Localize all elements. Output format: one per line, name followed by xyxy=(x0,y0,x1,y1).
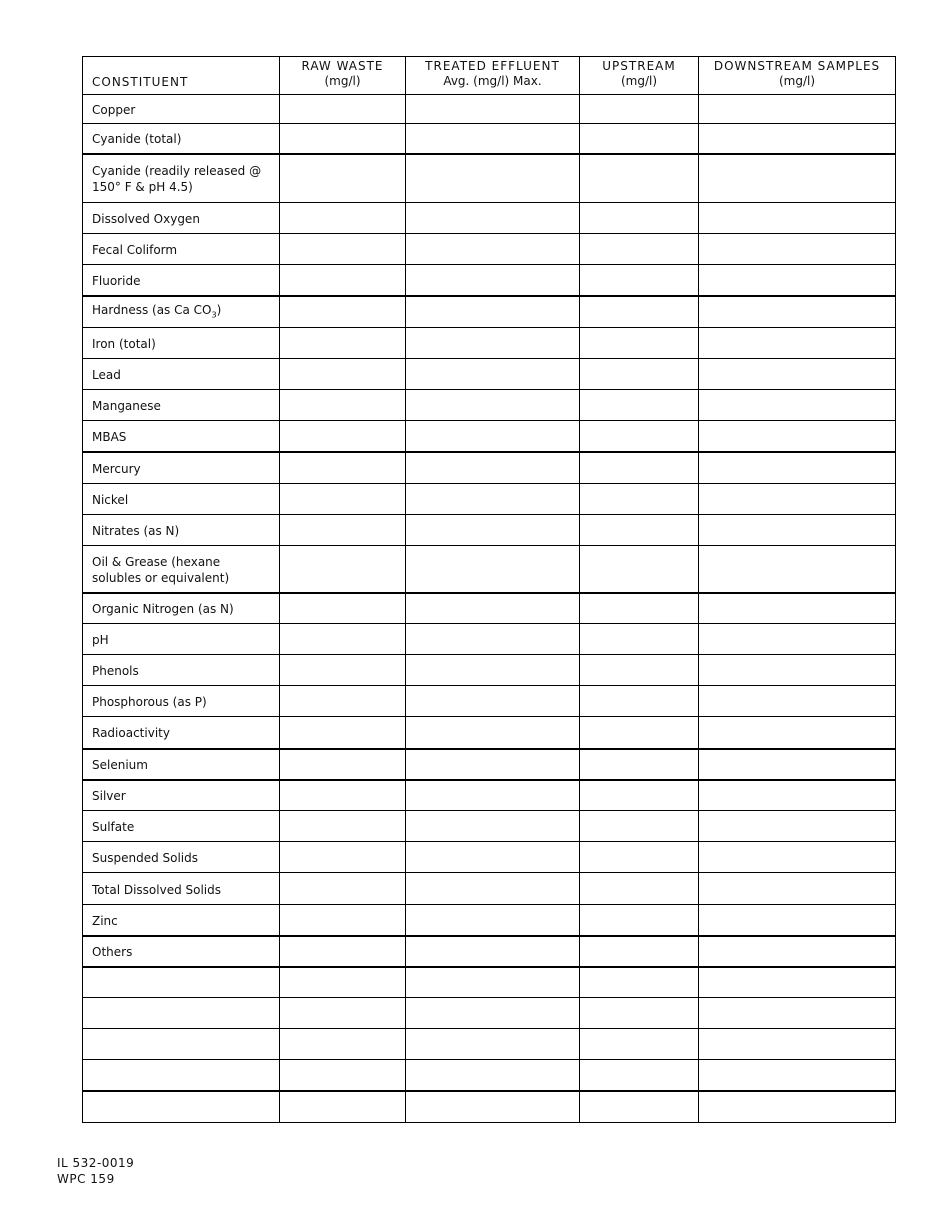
constituent-text: Nickel xyxy=(92,493,129,507)
downstream-cell[interactable] xyxy=(699,624,896,655)
raw-waste-cell[interactable] xyxy=(280,234,406,265)
treated-effluent-cell[interactable] xyxy=(406,905,580,936)
downstream-cell[interactable] xyxy=(699,515,896,546)
upstream-cell[interactable] xyxy=(580,203,699,234)
raw-waste-cell[interactable] xyxy=(280,717,406,749)
upstream-cell[interactable] xyxy=(580,328,699,359)
table-row xyxy=(83,717,896,749)
raw-waste-cell[interactable] xyxy=(280,484,406,515)
downstream-cell[interactable] xyxy=(699,967,896,998)
raw-waste-cell[interactable] xyxy=(280,390,406,421)
table-row xyxy=(83,546,896,593)
constituent-label xyxy=(83,1029,280,1060)
table-row xyxy=(83,154,896,203)
raw-waste-cell[interactable] xyxy=(280,1029,406,1060)
upstream-cell[interactable] xyxy=(580,296,699,328)
raw-waste-cell[interactable] xyxy=(280,936,406,967)
constituent-label xyxy=(83,203,280,234)
constituent-text: Silver xyxy=(92,789,126,804)
header-title: DOWNSTREAM SAMPLES xyxy=(713,59,881,73)
treated-effluent-cell[interactable] xyxy=(406,873,580,905)
raw-waste-cell[interactable] xyxy=(280,95,406,124)
table-row xyxy=(83,1060,896,1091)
form-footer xyxy=(57,1155,134,1187)
header-treated-effluent xyxy=(406,57,580,95)
header-unit: (mg/l) xyxy=(620,74,658,88)
constituent-label xyxy=(83,1091,280,1123)
constituent-text: Selenium xyxy=(92,758,148,772)
upstream-cell[interactable] xyxy=(580,265,699,296)
constituent-label xyxy=(83,686,280,717)
upstream-cell[interactable] xyxy=(580,234,699,265)
constituent-label xyxy=(83,811,280,842)
constituent-text: Copper xyxy=(92,103,136,117)
raw-waste-cell[interactable] xyxy=(280,515,406,546)
treated-effluent-cell[interactable] xyxy=(406,967,580,998)
treated-effluent-cell[interactable] xyxy=(406,593,580,624)
raw-waste-cell[interactable] xyxy=(280,1091,406,1123)
header-downstream xyxy=(699,57,896,95)
downstream-cell[interactable] xyxy=(699,484,896,515)
downstream-cell[interactable] xyxy=(699,390,896,421)
treated-effluent-cell[interactable] xyxy=(406,749,580,780)
raw-waste-cell[interactable] xyxy=(280,265,406,296)
header-constituent: CONSTITUENT xyxy=(83,57,280,95)
raw-waste-cell[interactable] xyxy=(280,452,406,484)
constituent-label xyxy=(83,95,280,124)
downstream-cell[interactable] xyxy=(699,359,896,390)
constituent-label xyxy=(83,624,280,655)
downstream-cell[interactable] xyxy=(699,452,896,484)
upstream-cell[interactable] xyxy=(580,593,699,624)
treated-effluent-cell[interactable] xyxy=(406,452,580,484)
downstream-cell[interactable] xyxy=(699,873,896,905)
treated-effluent-cell[interactable] xyxy=(406,484,580,515)
constituent-text: Oil & Grease (hexane solubles or equivalent) xyxy=(92,554,230,585)
table-row xyxy=(83,296,896,328)
upstream-cell[interactable] xyxy=(580,998,699,1029)
treated-effluent-cell[interactable] xyxy=(406,328,580,359)
constituent-label xyxy=(83,936,280,967)
table-row xyxy=(83,421,896,452)
raw-waste-cell[interactable] xyxy=(280,686,406,717)
header-row xyxy=(83,57,896,95)
treated-effluent-cell[interactable] xyxy=(406,1091,580,1123)
constituent-label xyxy=(83,749,280,780)
constituent-label xyxy=(83,452,280,484)
raw-waste-cell[interactable] xyxy=(280,1060,406,1091)
header-unit: Avg. (mg/l) Max. xyxy=(443,74,542,88)
constituent-text: MBAS xyxy=(92,429,127,444)
table-row xyxy=(83,265,896,296)
constituent-label xyxy=(83,124,280,154)
constituent-label xyxy=(83,967,280,998)
downstream-cell[interactable] xyxy=(699,154,896,203)
constituent-label xyxy=(83,546,280,593)
treated-effluent-cell[interactable] xyxy=(406,780,580,811)
subscript: 3 xyxy=(211,310,217,320)
table-row xyxy=(83,359,896,390)
raw-waste-cell[interactable] xyxy=(280,905,406,936)
raw-waste-cell[interactable] xyxy=(280,749,406,780)
table-row xyxy=(83,873,896,905)
treated-effluent-cell[interactable] xyxy=(406,1029,580,1060)
constituent-text: Iron (total) xyxy=(92,337,156,351)
raw-waste-cell[interactable] xyxy=(280,842,406,873)
downstream-cell[interactable] xyxy=(699,936,896,967)
constituent-label xyxy=(83,296,280,328)
table-row xyxy=(83,234,896,265)
constituent-text: Suspended Solids xyxy=(92,851,199,865)
constituent-label xyxy=(83,390,280,421)
raw-waste-cell[interactable] xyxy=(280,655,406,686)
raw-waste-cell[interactable] xyxy=(280,780,406,811)
constituent-text: Dissolved Oxygen xyxy=(92,212,200,226)
upstream-cell[interactable] xyxy=(580,873,699,905)
upstream-cell[interactable] xyxy=(580,780,699,811)
upstream-cell[interactable] xyxy=(580,936,699,967)
upstream-cell[interactable] xyxy=(580,95,699,124)
table-row xyxy=(83,842,896,873)
header-unit: (mg/l) xyxy=(324,74,361,88)
treated-effluent-cell[interactable] xyxy=(406,296,580,328)
constituent-label xyxy=(83,154,280,203)
raw-waste-cell[interactable] xyxy=(280,811,406,842)
header-title: TREATED EFFLUENT xyxy=(425,59,560,73)
treated-effluent-cell[interactable] xyxy=(406,390,580,421)
constituent-label xyxy=(83,515,280,546)
raw-waste-cell[interactable] xyxy=(280,359,406,390)
constituent-text: pH xyxy=(92,633,109,647)
treated-effluent-cell[interactable] xyxy=(406,717,580,749)
raw-waste-cell[interactable] xyxy=(280,998,406,1029)
upstream-cell[interactable] xyxy=(580,154,699,203)
raw-waste-cell[interactable] xyxy=(280,124,406,154)
upstream-cell[interactable] xyxy=(580,515,699,546)
upstream-cell[interactable] xyxy=(580,359,699,390)
downstream-cell[interactable] xyxy=(699,998,896,1029)
upstream-cell[interactable] xyxy=(580,624,699,655)
constituent-label xyxy=(83,998,280,1029)
upstream-cell[interactable] xyxy=(580,1060,699,1091)
constituent-text: Organic Nitrogen (as N) xyxy=(92,602,234,617)
treated-effluent-cell[interactable] xyxy=(406,546,580,593)
table-row xyxy=(83,749,896,780)
downstream-cell[interactable] xyxy=(699,811,896,842)
downstream-cell[interactable] xyxy=(699,296,896,328)
downstream-cell[interactable] xyxy=(699,686,896,717)
upstream-cell[interactable] xyxy=(580,452,699,484)
constituent-label xyxy=(83,265,280,296)
table-row xyxy=(83,936,896,967)
header-title: UPSTREAM xyxy=(602,59,676,73)
constituent-text: Others xyxy=(92,945,133,959)
raw-waste-cell[interactable] xyxy=(280,546,406,593)
upstream-cell[interactable] xyxy=(580,390,699,421)
downstream-cell[interactable] xyxy=(699,421,896,452)
downstream-cell[interactable] xyxy=(699,905,896,936)
treated-effluent-cell[interactable] xyxy=(406,686,580,717)
upstream-cell[interactable] xyxy=(580,655,699,686)
treated-effluent-cell[interactable] xyxy=(406,234,580,265)
downstream-cell[interactable] xyxy=(699,1091,896,1123)
treated-effluent-cell[interactable] xyxy=(406,842,580,873)
constituent-text: Radioactivity xyxy=(92,726,170,741)
wpc-number: WPC 159 xyxy=(57,1172,115,1186)
upstream-cell[interactable] xyxy=(580,421,699,452)
constituent-table xyxy=(82,56,896,1123)
constituent-text: Sulfate xyxy=(92,820,135,834)
constituent-text: Phenols xyxy=(92,664,139,678)
upstream-cell[interactable] xyxy=(580,1029,699,1060)
label-suffix: ) xyxy=(216,303,222,318)
constituent-text: Total Dissolved Solids xyxy=(92,882,222,897)
upstream-cell[interactable] xyxy=(580,749,699,780)
downstream-cell[interactable] xyxy=(699,265,896,296)
downstream-cell[interactable] xyxy=(699,717,896,749)
treated-effluent-cell[interactable] xyxy=(406,655,580,686)
constituent-label xyxy=(83,873,280,905)
table-row xyxy=(83,686,896,717)
constituent-label xyxy=(83,655,280,686)
upstream-cell[interactable] xyxy=(580,546,699,593)
constituent-text: Lead xyxy=(92,368,121,382)
table-row xyxy=(83,452,896,484)
treated-effluent-cell[interactable] xyxy=(406,359,580,390)
upstream-cell[interactable] xyxy=(580,811,699,842)
raw-waste-cell[interactable] xyxy=(280,203,406,234)
raw-waste-cell[interactable] xyxy=(280,873,406,905)
raw-waste-cell[interactable] xyxy=(280,154,406,203)
header-raw-waste xyxy=(280,57,406,95)
table-row xyxy=(83,967,896,998)
downstream-cell[interactable] xyxy=(699,328,896,359)
constituent-label xyxy=(83,359,280,390)
treated-effluent-cell[interactable] xyxy=(406,154,580,203)
treated-effluent-cell[interactable] xyxy=(406,936,580,967)
treated-effluent-cell[interactable] xyxy=(406,624,580,655)
upstream-cell[interactable] xyxy=(580,686,699,717)
constituent-label xyxy=(83,717,280,749)
upstream-cell[interactable] xyxy=(580,1091,699,1123)
raw-waste-cell[interactable] xyxy=(280,328,406,359)
downstream-cell[interactable] xyxy=(699,1060,896,1091)
table-row xyxy=(83,998,896,1029)
upstream-cell[interactable] xyxy=(580,842,699,873)
raw-waste-cell[interactable] xyxy=(280,421,406,452)
table-row xyxy=(83,484,896,515)
constituent-text: Nitrates (as N) xyxy=(92,524,180,538)
downstream-cell[interactable] xyxy=(699,1029,896,1060)
downstream-cell[interactable] xyxy=(699,124,896,154)
treated-effluent-cell[interactable] xyxy=(406,421,580,452)
treated-effluent-cell[interactable] xyxy=(406,95,580,124)
downstream-cell[interactable] xyxy=(699,546,896,593)
constituent-text: Fluoride xyxy=(92,273,141,288)
constituent-label xyxy=(83,421,280,452)
constituent-text: Manganese xyxy=(92,399,161,413)
constituent-text: Zinc xyxy=(92,913,118,928)
downstream-cell[interactable] xyxy=(699,593,896,624)
downstream-cell[interactable] xyxy=(699,842,896,873)
constituent-text: Hardness (as Ca CO xyxy=(92,303,212,318)
constituent-label xyxy=(83,842,280,873)
form-number: IL 532-0019 xyxy=(57,1156,135,1170)
upstream-cell[interactable] xyxy=(580,967,699,998)
treated-effluent-cell[interactable] xyxy=(406,124,580,154)
table-row xyxy=(83,655,896,686)
treated-effluent-cell[interactable] xyxy=(406,515,580,546)
constituent-text: Cyanide (total) xyxy=(92,132,182,147)
upstream-cell[interactable] xyxy=(580,717,699,749)
downstream-cell[interactable] xyxy=(699,780,896,811)
header-unit: (mg/l) xyxy=(778,74,816,88)
constituent-label xyxy=(83,484,280,515)
constituent-label xyxy=(83,234,280,265)
table-row xyxy=(83,203,896,234)
table-row xyxy=(83,593,896,624)
constituent-label xyxy=(83,328,280,359)
raw-waste-cell[interactable] xyxy=(280,296,406,328)
table-row xyxy=(83,95,896,124)
raw-waste-cell[interactable] xyxy=(280,967,406,998)
table-row xyxy=(83,390,896,421)
table-row xyxy=(83,811,896,842)
constituent-text: Phosphorous (as P) xyxy=(92,695,207,709)
constituent-text: Fecal Coliform xyxy=(92,243,178,257)
table-row xyxy=(83,328,896,359)
constituent-label xyxy=(83,1060,280,1091)
downstream-cell[interactable] xyxy=(699,749,896,780)
table-row xyxy=(83,780,896,811)
downstream-cell[interactable] xyxy=(699,655,896,686)
upstream-cell[interactable] xyxy=(580,124,699,154)
treated-effluent-cell[interactable] xyxy=(406,1060,580,1091)
downstream-cell[interactable] xyxy=(699,203,896,234)
table-row xyxy=(83,1091,896,1123)
treated-effluent-cell[interactable] xyxy=(406,203,580,234)
treated-effluent-cell[interactable] xyxy=(406,265,580,296)
table-row xyxy=(83,124,896,154)
treated-effluent-cell[interactable] xyxy=(406,811,580,842)
constituent-label xyxy=(83,905,280,936)
downstream-cell[interactable] xyxy=(699,95,896,124)
upstream-cell[interactable] xyxy=(580,484,699,515)
table-row xyxy=(83,515,896,546)
constituent-text: Cyanide (readily released @ 150° F & pH 4.5) xyxy=(92,164,262,195)
header-upstream xyxy=(580,57,699,95)
header-title: RAW WASTE xyxy=(301,59,384,73)
treated-effluent-cell[interactable] xyxy=(406,998,580,1029)
table-row xyxy=(83,624,896,655)
upstream-cell[interactable] xyxy=(580,905,699,936)
constituent-label xyxy=(83,593,280,624)
raw-waste-cell[interactable] xyxy=(280,593,406,624)
constituent-label xyxy=(83,780,280,811)
raw-waste-cell[interactable] xyxy=(280,624,406,655)
constituent-text: Mercury xyxy=(92,461,141,476)
table-row xyxy=(83,905,896,936)
table-row xyxy=(83,1029,896,1060)
downstream-cell[interactable] xyxy=(699,234,896,265)
